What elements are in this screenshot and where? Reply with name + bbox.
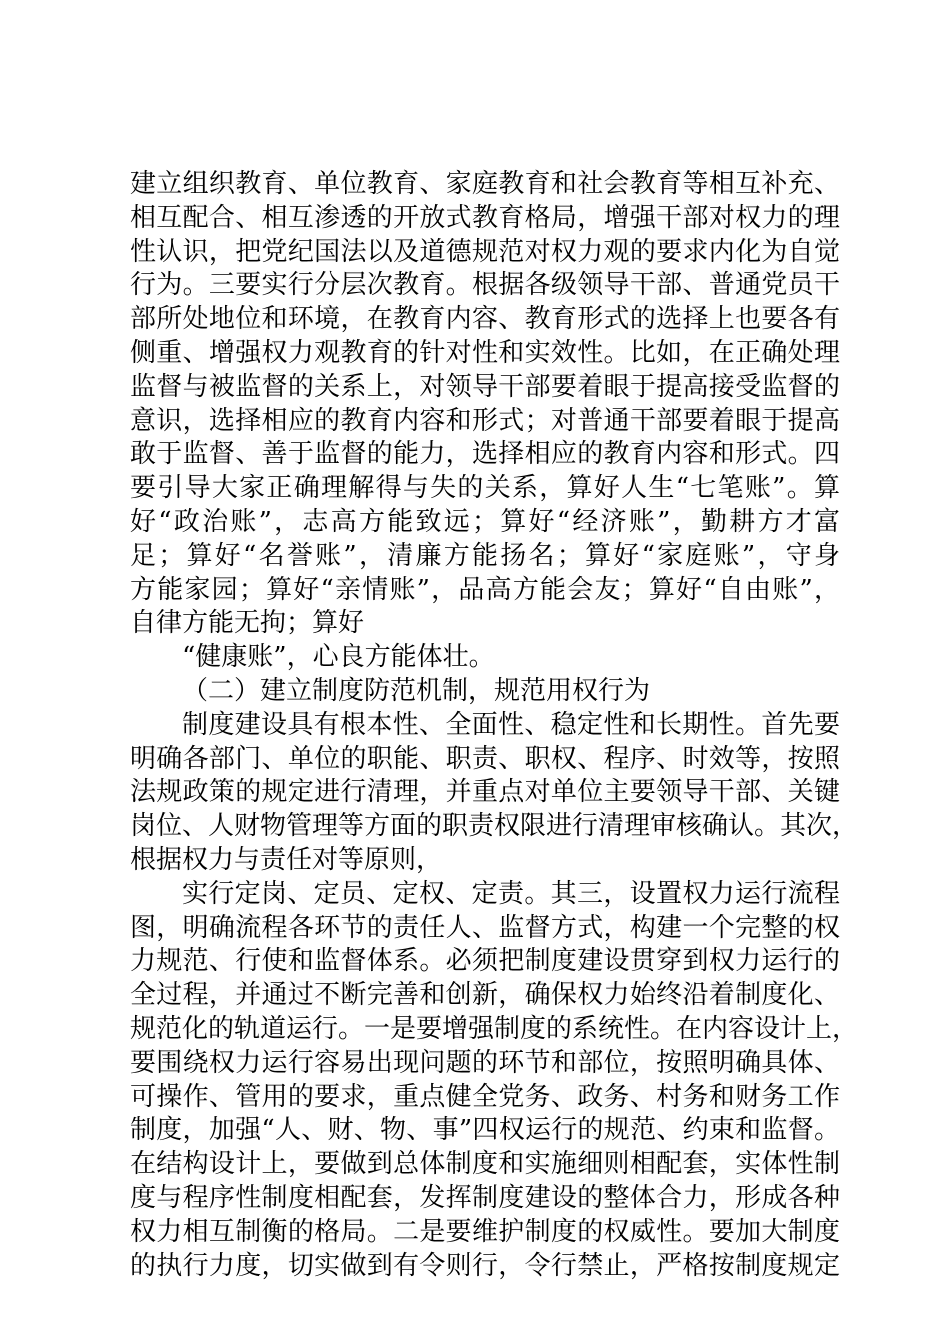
text-line: 图，明确流程各环节的责任人、监督方式，构建一个完整的权 bbox=[130, 912, 840, 943]
text-line: 力规范、行使和监督体系。必须把制度建设贯穿到权力运行的 bbox=[130, 946, 840, 977]
text-line: 意识，选择相应的教育内容和形式；对普通干部要着眼于提高 bbox=[130, 405, 840, 436]
text-line: 足；算好“名誉账”，清廉方能扬名；算好“家庭账”，守身 bbox=[130, 540, 840, 571]
text-line: 根据权力与责任对等原则， bbox=[130, 844, 443, 875]
text-line: 好“政治账”，志高方能致远；算好“经济账”，勤耕方才富 bbox=[130, 506, 840, 537]
text-line: 制度，加强“人、财、物、事”四权运行的规范、约束和监督。 bbox=[130, 1115, 840, 1146]
text-line: 可操作、管用的要求，重点健全党务、政务、村务和财务工作 bbox=[130, 1081, 840, 1112]
text-line: 自律方能无拘；算好 bbox=[130, 608, 365, 639]
text-line: 建立组织教育、单位教育、家庭教育和社会教育等相互补充、 bbox=[130, 169, 840, 199]
text-line: 度与程序性制度相配套，发挥制度建设的整体合力，形成各种 bbox=[130, 1182, 840, 1213]
text-line: 全过程，并通过不断完善和创新，确保权力始终沿着制度化、 bbox=[130, 980, 840, 1011]
text-line: 岗位、人财物管理等方面的职责权限进行清理审核确认。其次， bbox=[130, 811, 859, 842]
text-line: “健康账”，心良方能体壮。 bbox=[182, 642, 495, 673]
text-line: 部所处地位和环境，在教育内容、教育形式的选择上也要各有 bbox=[130, 304, 840, 335]
text-line: 明确各部门、单位的职能、职责、职权、程序、时效等，按照 bbox=[130, 743, 840, 774]
document-page bbox=[130, 168, 859, 1283]
text-line: 性认识，把党纪国法以及道德规范对权力观的要求内化为自觉 bbox=[130, 236, 840, 267]
text-line: 监督与被监督的关系上，对领导干部要着眼于提高接受监督的 bbox=[130, 371, 840, 402]
text-line: 要围绕权力运行容易出现问题的环节和部位，按照明确具体、 bbox=[130, 1047, 840, 1078]
text-line: 行为。三要实行分层次教育。根据各级领导干部、普通党员干 bbox=[130, 270, 840, 301]
text-line: 法规政策的规定进行清理，并重点对单位主要领导干部、关键 bbox=[130, 777, 840, 808]
section-heading: （二）建立制度防范机制，规范用权行为 bbox=[182, 675, 651, 706]
text-line: 要引导大家正确理解得与失的关系，算好人生“七笔账”。算 bbox=[130, 473, 840, 504]
text-line: 敢于监督、善于监督的能力，选择相应的教育内容和形式。四 bbox=[130, 439, 840, 470]
text-line: 权力相互制衡的格局。二是要维护制度的权威性。要加大制度 bbox=[130, 1216, 840, 1247]
text-line: 侧重、增强权力观教育的针对性和实效性。比如，在正确处理 bbox=[130, 337, 840, 368]
text-line: 的执行力度，切实做到有令则行，令行禁止，严格按制度规定 bbox=[130, 1250, 840, 1281]
text-line: 方能家园；算好“亲情账”，品高方能会友；算好“自由账”， bbox=[130, 574, 840, 605]
text-line: 在结构设计上，要做到总体制度和实施细则相配套，实体性制 bbox=[130, 1149, 840, 1180]
text-line: 制度建设具有根本性、全面性、稳定性和长期性。首先要 bbox=[182, 709, 840, 740]
text-line: 相互配合、相互渗透的开放式教育格局，增强干部对权力的理 bbox=[130, 202, 840, 233]
text-line: 实行定岗、定员、定权、定责。其三，设置权力运行流程 bbox=[182, 878, 840, 909]
text-line: 规范化的轨道运行。一是要增强制度的系统性。在内容设计上， bbox=[130, 1013, 859, 1044]
